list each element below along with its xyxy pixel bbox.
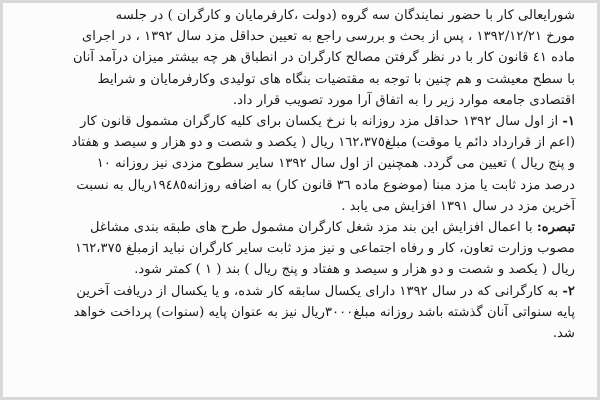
item-1-line-1 bbox=[29, 111, 575, 132]
item-1-number: ۱- bbox=[562, 114, 575, 130]
note-line-1 bbox=[29, 217, 575, 238]
item-1-text: از اول سال ۱۳۹۲ حداقل مزد روزانه با نرخ یکسان برای کلیه کارگران مشمول قانون کار bbox=[80, 114, 563, 130]
intro-line-2: مورخ ۱۳۹۲/۱۲/۲۱ ، پس از بحث و بررسی راجع به تعیین حداقل مزد سال ۱۳۹۲ ، در اجرای bbox=[81, 29, 575, 45]
item-2-line-1 bbox=[29, 281, 575, 302]
note-label: تبصره: bbox=[536, 220, 575, 236]
intro-line-4: با سطح معیشت و هم چنین با توجه به مقتضیات بنگاه های تولیدی وکارفرمایان و شرایط bbox=[97, 71, 575, 87]
intro-line-1: شورایعالی کار با حضور نمایندگان سه گروه (دولت ،کارفرمایان و کارگران ) در جلسه bbox=[115, 8, 575, 23]
item-2-number: ۲- bbox=[562, 283, 575, 299]
item-1-line-4: درصد مزد ثابت یا مزد مبنا (موضوع ماده ۳٦ قانون کار) به اضافه روزانه۱۹٤۸٥ریال به نسبت bbox=[76, 177, 575, 193]
item-2-line-2: پایه سنواتی آنان گذشته باشد روزانه مبلغ۳۰۰۰ریال نیز به عنوان پایه (سنوات) پرداخت خواهد bbox=[73, 304, 575, 320]
note-line-3: ریال ( یکصد و شصت و دو هزار و سیصد و هفتاد و پنج ریال ) بند ( ۱ ) کمتر شود. bbox=[134, 262, 575, 278]
item-1-line-3: و پنج ریال ) تعیین می گردد. همچنین از اول سال ۱۳۹۲ سایر سطوح مزدی نیز روزانه ۱۰ bbox=[96, 156, 575, 172]
document-body bbox=[29, 5, 575, 344]
note-line-2: مصوب وزارت تعاون، کار و رفاه اجتماعی و نیز مزد ثابت سایر کارگران نباید ازمبلغ ۱٦۲،۳۷٥ bbox=[75, 241, 575, 257]
intro-line-5: اقتصادی جامعه موارد زیر را به اتفاق آرا مورد تصویب قرار داد. bbox=[232, 92, 575, 108]
item-1-line-5: آخرین مزد در سال ۱۳۹۱ افزایش می یابد . bbox=[341, 198, 575, 214]
item-2-text: به کارگرانی که در سال ۱۳۹۲ دارای یکسال سابقه کار شده، و یا یکسال از دریافت آخرین bbox=[76, 283, 563, 299]
item-2-line-3: شد. bbox=[552, 326, 575, 342]
note-text: با اعمال افزایش این بند مزد شغل کارگران مشمول طرح های طبقه بندی مشاغل bbox=[89, 220, 537, 236]
intro-line-3: ماده ٤١ قانون کار با در نظر گرفتن مصالح کارگران در انطباق هر چه بیشتر میزان درآمد آنان bbox=[73, 50, 575, 66]
item-1-line-2: (اعم از قرارداد دائم یا موقت) مبلغ۱٦۲،۳۷٥ ریال ( یکصد و شصت و دو هزار و سیصد و هفتاد bbox=[71, 135, 575, 151]
